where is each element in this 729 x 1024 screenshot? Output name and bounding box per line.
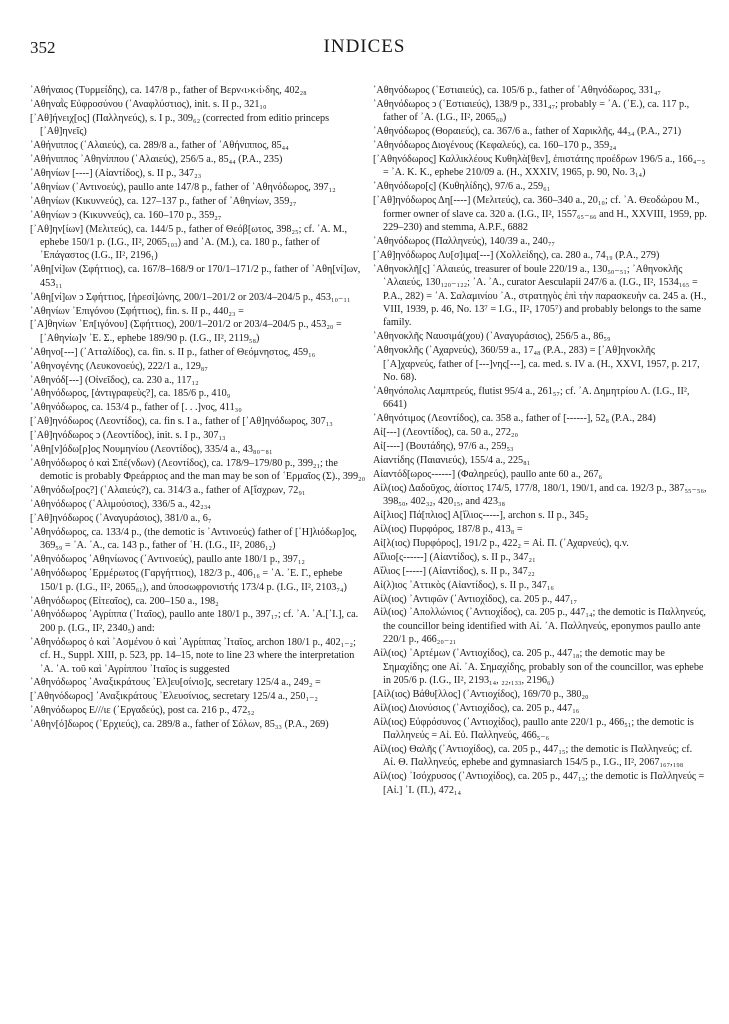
index-entry: ᾿Αθηνόδωρος, ca. 133/4 p., (the demotic is ᾿Αντινοεύς) father of [῾Η]λιόδωρ]ος, 369₅₉ = ᾿Α. ᾿Α., ca. 143 p., father of ῾Η. (I.G., II², 2086₁₂) <box>30 527 357 552</box>
index-entry: ᾿Αθηνόδωρος Ε///ιε (᾿Εργαδεύς), post ca. 216 p., 472₅₂ <box>30 705 255 717</box>
index-entry: ᾿Αθηνόδ[---] (Οἰνεῖδος), ca. 230 a., 117₁₂ <box>30 374 199 386</box>
index-entry: ᾿Αθηνόδωρος (Εἰτεαῖος), ca. 200–150 a., 198₂ <box>30 595 219 607</box>
index-entry: ᾿Αθήνιππος ᾿Αθηνίππου (῾Αλαιεύς), 256/5 a., 85₄₄ (P.A., 235) <box>30 154 283 166</box>
index-entry: ᾿Αθηνόδωρος ὁ καὶ ᾿Ασμένου ὁ καὶ ᾿Αγρίππας ᾿Ιταῖος, archon 180/1 p., 402₁₋₂; cf. H., Suppl. XIII, p. 523, pp. 14–15, note to line 23 where the interpretation ᾿Α. ᾿Α. τοῦ καὶ ᾿Αγρίππου ᾿Ιταῖος is suggested <box>30 636 356 675</box>
index-entry: Αἰλ(ιος) ᾿Αρτέμων (᾿Αντιοχίδος), ca. 205 p., 447₁₈; the demotic may be Σημαχίδης; one Αἰ. ᾿Α. Σημαχίδης, probably son of the councillor, was ephebe in 205/6 p. (I.G., II², 2193₁₄, ₂₂,₁₃₃, 2196₆) <box>373 648 704 686</box>
index-entry: ᾿Αθήνιππος (῾Αλαιεύς), ca. 289/8 a., father of ᾿Αθήνιππος, 85₄₄ <box>30 140 289 152</box>
index-entry: ᾿Αθην[ό]δωρος (᾿Ερχιεύς), ca. 289/8 a., father of Σόλων, 85₃₃ (P.A., 269) <box>30 719 329 731</box>
index-entry: ᾿Αθηνόδωρος ῾Ερμέρωτος (Γαργήττιος), 182/3 p., 406₁₆ = ᾿Α. ᾿Ε. Γ., ephebe 150/1 p. (I.G., II², 2065₆₁), and ὑποσωφρονιστής 173/4 p. (I.G., II², 2103₇₄) <box>30 568 347 593</box>
index-entry: Αἰλ(ιος) ᾿Απολλώνιος (᾿Αντιοχίδος), ca. 205 p., 447₁₄; the demotic is Παλληνεύς, the councillor being identified with Αἰ. ᾿Α. Παλληνεύς, eponymos paullo ante 220/1 p., 466₂₀₋₂₁ <box>373 607 706 646</box>
index-entry: ᾿Αθηνίων ͻ (Κικυννεύς), ca. 160–170 p., 359₂₇ <box>30 209 222 221</box>
index-entry: ᾿Αθήναιος (Τυρμείδης), ca. 147/8 p., father of Βερν‹ι›κ‹ί›δης, 402₂₈ <box>30 85 307 96</box>
index-entry: ᾿Αθηνόδωρος ᾿Αγρίππα (᾿Ιταῖος), paullo ante 180/1 p., 397₁₇; cf. ᾿Α. ᾿Α.[᾿Ι.], ca. 200 p. (I.G., II², 2340₅) and: <box>30 609 359 634</box>
index-entry: ᾿Αθηνόδω[ρος?] (῾Αλαιεύς?), ca. 314/3 a., father of Α[ἴσχρων, 72₉₁ <box>30 485 306 497</box>
index-entry: [᾿Αθ]ηνόδωρος Δη[----] (Μελιτεύς), ca. 360–340 a., 20₁₀; cf. ᾿Α. Θεοδώρου Μ., former owner of slave ca. 320 a. (I.G., II², 1557₆₅₋₆₆ and H., XXVIII, 1959, pp. 229–230) and stemma, A.P.F., 6882 <box>373 195 707 234</box>
index-entry: [᾿Αθ]ηνόδωρος (᾿Αναγυράσιος), 381/0 a., 6₇ <box>30 513 212 525</box>
index-entry: ᾿Αθηνογένης (Λευκονοεύς), 222/1 a., 129₈₇ <box>30 360 208 372</box>
index-entry: Αἰλ(ιος) Εὐφρόσυνος (᾿Αντιοχίδος), paullo ante 220/1 p., 466₅₁; the demotic is Παλληνεύς = Αἰ. Εὐ. Παλληνεύς, 466₅₋₆ <box>373 716 694 742</box>
index-entry: [᾿Αθ]ηνόδωρος ͻ (Λεοντίδος), init. s. I p., 307₁₃ <box>30 430 226 442</box>
index-entry: ᾿Αθηνοκλῆ[ς] ῾Αλαιεύς, treasurer of boule 220/19 a., 130₅₀₋₅₁; ᾿Αθηνοκλῆς ῾Αλαιεύς, 130₁₂₀₋₁₂₂; ᾿Α. ᾿Α., curator Aesculapii 247/6 a. (I.G., II², 1534₁₆₅ = P.A., 282) = ᾿Α. Σαλαμινίου ᾿Α., στρατηγὸς ἐπὶ τὴν παρασκευὴν ca. 245 a. (H., VIII, 1939, p. 46, No. 13⁷ = I.G., II², 1705⁷) and probably belongs to the same family. <box>373 263 707 329</box>
index-entry: Αἴλιος [-----] (Αἰαντίδος), s. II p., 347₂₂ <box>373 565 535 577</box>
index-entry: ᾿Αθηνόδωρος Διογένους (Κεφαλεύς), ca. 160–170 p., 359₂₄ <box>373 140 617 152</box>
index-entry: ᾿Αθηνίων (᾿Αντινοεύς), paullo ante 147/8 p., father of ᾿Αθηνόδωρος, 397₁₂ <box>30 181 336 193</box>
index-entry: ᾿Αθηνόδωρος (῾Εστιαιεύς), ca. 105/6 p., father of ᾿Αθηνόδωρος, 331₄₇ <box>373 85 661 96</box>
index-entry: Αἴλιο[ς------] (Αἰαντίδος), s. II p., 347₂₁ <box>373 551 536 563</box>
index-entry: [᾿Α]θηνίων ᾿Επ[ιγόνου] (Σφήττιος), 200/1–201/2 or 203/4–204/5 p., 453₂₀ = [᾿Αθηνίω]ν ᾿Ε. Σ., ephebe 189/90 p. (I.G., II², 2119₅₈) <box>30 319 342 344</box>
index-entry: ᾿Αθηνόδωρος ͻ (῾Εστιαιεύς), 138/9 p., 331₄₇; probably = ᾿Α. (᾿Ε.), ca. 117 p., father of ᾿Α. (I.G., II², 2065₆₀) <box>373 98 690 124</box>
index-entry: Αἰλ(ιος) Δαδοῦχος, ἀίσιτος 174/5, 177/8, 180/1, 190/1, and ca. 192/3 p., 387₅₅₋₅₆, 398₅₀, 402₃₂, 420₁₅, and 423₃₈ <box>373 482 707 508</box>
index-entry: Αἰλ(ιος) Πυρφόρος, 187/8 p., 413₈ = <box>373 524 523 535</box>
index-entry: Αἰ[λιος] Πά[πλιος] Α[ἴλιος-----], archon s. II p., 345₂ <box>373 510 589 522</box>
page-number: 352 <box>30 38 56 57</box>
index-entry: ᾿Αθηνίων (Κικυννεύς), ca. 127–137 p., father of ᾿Αθηνίων, 359₂₇ <box>30 195 297 207</box>
index-entry: Αἰλ(ιος) Διονύσιος (᾿Αντιοχίδος), ca. 205 p., 447₁₆ <box>373 702 580 714</box>
index-entry: ᾿Αθηνίων [----] (Αἰαντίδος), s. II p., 347₂₃ <box>30 167 202 179</box>
index-entry: ᾿Αθηνόδωρος ᾿Αθηνίωνος (᾿Αντινοεύς), paullo ante 180/1 p., 397₁₂ <box>30 554 305 566</box>
index-entry: [᾿Αθηνόδωρος] ᾿Αναξικράτους ᾿Ελευσίνιος, secretary 125/4 a., 250₁₋₂ <box>30 691 318 703</box>
index-entry: ᾿Αθηνότιμος (Λεοντίδος), ca. 358 a., father of [------], 52₈ (P.A., 284) <box>373 413 656 425</box>
index-entry: ᾿Αθηναῒς Εὐφροσύνου (᾿Αναφλύστιος), init. s. II p., 321₁₀ <box>30 98 267 110</box>
index-entry: Αἰ[---] (Λεοντίδος), ca. 50 a., 272₂₀ <box>373 427 519 439</box>
index-entry: ᾿Αθη[νί]ων (Σφήττιος), ca. 167/8–168/9 or 170/1–171/2 p., father of ᾿Αθη[νί]ων, 453₁₁ <box>30 264 361 289</box>
index-entry: [᾿Αθηνόδωρος] Καλλικλέους Κυθηλὰ[θεν], ἐπιστάτης προέδρων 196/5 a., 166₄₋₅ = ᾿Α. Κ. Κ., ephebe 210/09 a. (H., XXXIV, 1965, p. 90, No. 3₁₄) <box>373 154 706 179</box>
index-entry: ᾿Αθηνόπολις Λαμπτρεύς, flutist 95/4 a., 261₅₇; cf. ᾿Α. Δημητρίου Λ. (I.G., II², 6641) <box>373 385 690 411</box>
index-entry: [Αἰλ(ιος) Βάθυ[λλος] (᾿Αντιοχίδος), 169/70 p., 380₂₀ <box>373 688 589 700</box>
index-entry: Αἰ[----] (Βουτάδης), 97/6 a., 259₅₃ <box>373 441 514 453</box>
index-column-left <box>30 84 366 732</box>
index-entry: ᾿Αθηνόδωρος, [ἀντιγραφεὺς?], ca. 185/6 p., 410₉ <box>30 388 231 400</box>
index-entry: ᾿Αθηνόδωρος (῾Αλιμούσιος), 336/5 a., 42₂₃₄ <box>30 499 211 511</box>
index-entry: ᾿Αθηνίων ᾿Επιγόνου (Σφήττιος), fin. s. II p., 440₂₃ = <box>30 305 244 317</box>
index-entry: [᾿Αθ]ηνόδωρος Λυ[σ]ιμα[---] (Χολλείδης), ca. 280 a., 74₁₉ (P.A., 279) <box>373 249 660 261</box>
index-entry: Αἰλ(ιος) ᾿Αντιφῶν (᾿Αντιοχίδος), ca. 205 p., 447₁₇ <box>373 593 578 605</box>
index-column-right <box>373 84 707 798</box>
index-entry: [᾿Αθ]ην[ίων] (Μελιτεύς), ca. 144/5 p., father of Θεόβ[ωτος, 398₂₅; cf. ᾿Α. Μ., ephebe 150/1 p. (I.G., II², 2065₁₀₃) and ᾿Α. (Μ.), ca. 180 p., father of ᾿Επάγαστος (I.G., II², 2196₁) <box>30 223 348 262</box>
index-entry: ᾿Αθηνόδωρο[ς] (Κυθηλίδης), 97/6 a., 259₆₁ <box>373 181 551 193</box>
index-entry: ᾿Αθηνόδωρος ὁ καὶ Σπέ(νδων) (Λεοντίδος), ca. 178/9–179/80 p., 399₂₁; the demotic is probably Φρεάρριος and the man may be son of ῾Ερμαῖος (Σ)., 399₂₀ <box>30 457 366 483</box>
page-header <box>30 38 699 68</box>
index-entry: ᾿Αθηνόδωρος, ca. 153/4 p., father of [. . .]νος, 411₃₀ <box>30 402 242 414</box>
index-entry: ᾿Αθηνοκλῆς Ναυσιμά(χου) (᾿Αναγυράσιος), 256/5 a., 86₅₉ <box>373 331 611 343</box>
index-entry: [᾿Αθ]ήνειχ[ος] (Παλληνεύς), s. I p., 309₆₂ (corrected from editio princeps [᾿Αθ]ηνεῖς) <box>30 112 330 138</box>
index-entry: Αἰλ(ιος) ᾿Ισόχρυσος (᾿Αντιοχίδος), ca. 205 p., 447₁₃; the demotic is Παλληνεύς = [Αἰ.] ᾿Ι. (Π.), 472₁₄ <box>373 771 705 796</box>
index-entry: ᾿Αθηνοκλῆς (᾿Αχαρνεύς), 360/59 a., 17₄₈ (P.A., 283) = [᾿Αθ]ηνοκλῆς [᾿Α]χαρνεύς, father of [---]νης[---], ca. med. s. IV a. (H., XXVI, 1957, p. 217, No. 68). <box>373 345 700 384</box>
page-title: INDICES <box>323 36 406 57</box>
index-entry: Αἰ(λ)ιος ᾿Αττικὸς (Αἰαντίδος), s. II p., 347₁₆ <box>373 579 554 591</box>
index-entry: ᾿Αθηνόδωρος (Παλληνεύς), 140/39 a., 240₇₇ <box>373 235 555 247</box>
index-entry: ᾿Αθηνο[---] (᾿Ατταλίδος), ca. fin. s. II p., father of Θεόμνηστος, 459₁₆ <box>30 346 316 358</box>
index-entry: Αἰαντίδης (Παιανιεύς), 155/4 a., 225₈₁ <box>373 454 531 466</box>
index-entry: ᾿Αθη[ν]όδω[ρ]ος Νουμηνίου (Λεοντίδος), 335/4 a., 43₈₀₋₈₁ <box>30 444 273 456</box>
index-entry: Αἰλ(ιος) Θαλῆς (᾿Αντιοχίδος), ca. 205 p., 447₁₅; the demotic is Παλληνεύς; cf. Αἰ. Θ. Παλληνεύς, ephebe and gymnasiarch 154/5 p., I.G., II², 2067₁₆₇,₁₉₈ <box>373 744 693 769</box>
index-entry: [᾿Αθ]ηνόδωρος (Λεοντίδος), ca. fin s. I a., father of [᾿Αθ]ηνόδωρος, 307₁₃ <box>30 416 333 428</box>
index-entry: Αἰ[λ(ιος) Πυρφόρος], 191/2 p., 422₂ = Αἰ. Π. (᾿Αχαρνεύς), q.v. <box>373 537 629 549</box>
index-entry: Αἰαντόδ[ωρος------] (Φαληρεύς), paullo ante 60 a., 267₆ <box>373 468 603 480</box>
index-entry: ᾿Αθη[νί]ων ͻ Σφήττιος, [ἡρεσί]ώνης, 200/1–201/2 or 203/4–204/5 p., 453₁₀₋₁₁ <box>30 291 351 303</box>
index-entry: ᾿Αθηνόδωρος (Θοραιεύς), ca. 367/6 a., father of Χαρικλῆς, 44₃₄ (P.A., 271) <box>373 126 682 138</box>
index-entry: ᾿Αθηνόδωρος ᾿Αναξικράτους ᾿Ελ]ευ[σίνιο]ς, secretary 125/4 a., 249₂ = <box>30 677 321 689</box>
